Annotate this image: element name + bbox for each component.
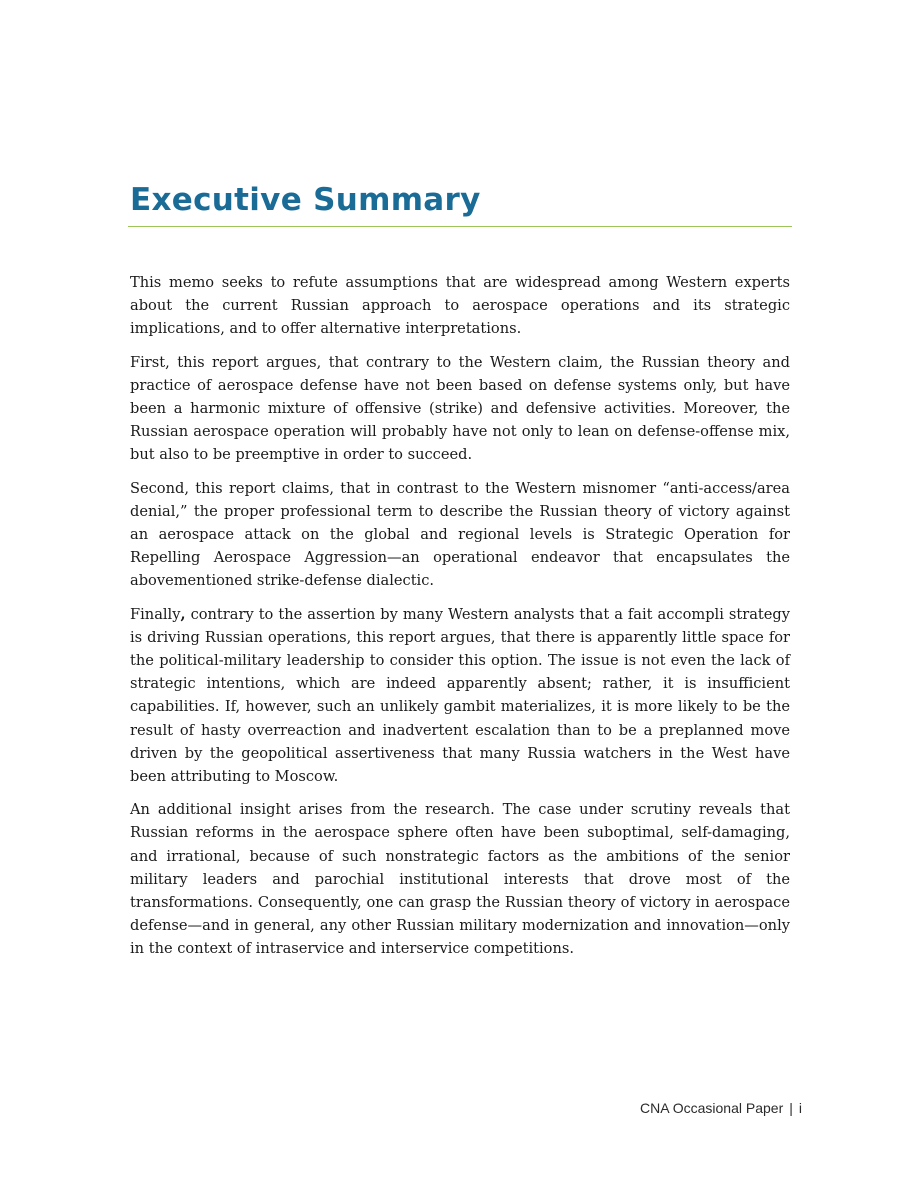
paragraph-final-rest: contrary to the assertion by many Western analysts that a fait accompli strategy is driving Russian operations, this report argues, that there is apparently little space for the political-military leadership to consider this option. The issue is not even the lack of strategic intentions, which are indeed apparently absent; rather, it is insufficient capabilities. If, however, such an unlikely gambit materializes, it is more likely to be the result of hasty overreaction and inadvertent escalation than to be a preplanned move driven by the geopolitical assertiveness that many Russia watchers in the West have been attributing to Moscow.	[130, 605, 790, 786]
paragraph-additional-insight: An additional insight arises from the research. The case under scrutiny reveals that Russian reforms in the aerospace sphere often have been suboptimal, self-damaging, and irrational, because of such nonstrategic factors as the ambitions of the senior military leaders and parochial institutional interests that drove most of the transformations. Consequently, one can grasp the Russian theory of victory in aerospace defense—and in general, any other Russian military modernization and innovation—only in the context of intraservice and interservice competitions.	[130, 801, 790, 958]
paragraph-final-lead: Finally	[130, 605, 181, 623]
paragraph-first-argument: First, this report argues, that contrary to the Western claim, the Russian theory and practice of aerospace defense have not been based on defense systems only, but have been a harmonic mixture of offensive (strike) and defensive activities. Moreover, the Russian aerospace operation will probably have not only to lean on defense-offense mix, but also to be preemptive in order to succeed.	[130, 353, 790, 464]
title-divider	[128, 226, 792, 227]
footer-page-number: i	[798, 1100, 802, 1116]
paragraph-final-argument	[130, 603, 790, 789]
body-text	[130, 271, 790, 971]
paragraph-final-comma: ,	[180, 605, 186, 623]
paragraph-intro: This memo seeks to refute assumptions that are widespread among Western experts about the current Russian approach to aerospace operations and its strategic implications, and to offer alternative interpretations.	[130, 274, 790, 338]
footer-publication: CNA Occasional Paper	[640, 1100, 784, 1116]
paragraph-second-argument: Second, this report claims, that in contrast to the Western misnomer “anti-access/area denial,” the proper professional term to describe the Russian theory of victory against an aerospace attack on the global and regional levels is Strategic Operation for Repelling Aerospace Aggression—an operational endeavor that encapsulates the abovementioned strike-defense dialectic.	[130, 479, 790, 590]
footer-separator: |	[789, 1100, 793, 1116]
page-footer	[640, 1100, 802, 1116]
page-title: Executive Summary	[130, 182, 481, 218]
